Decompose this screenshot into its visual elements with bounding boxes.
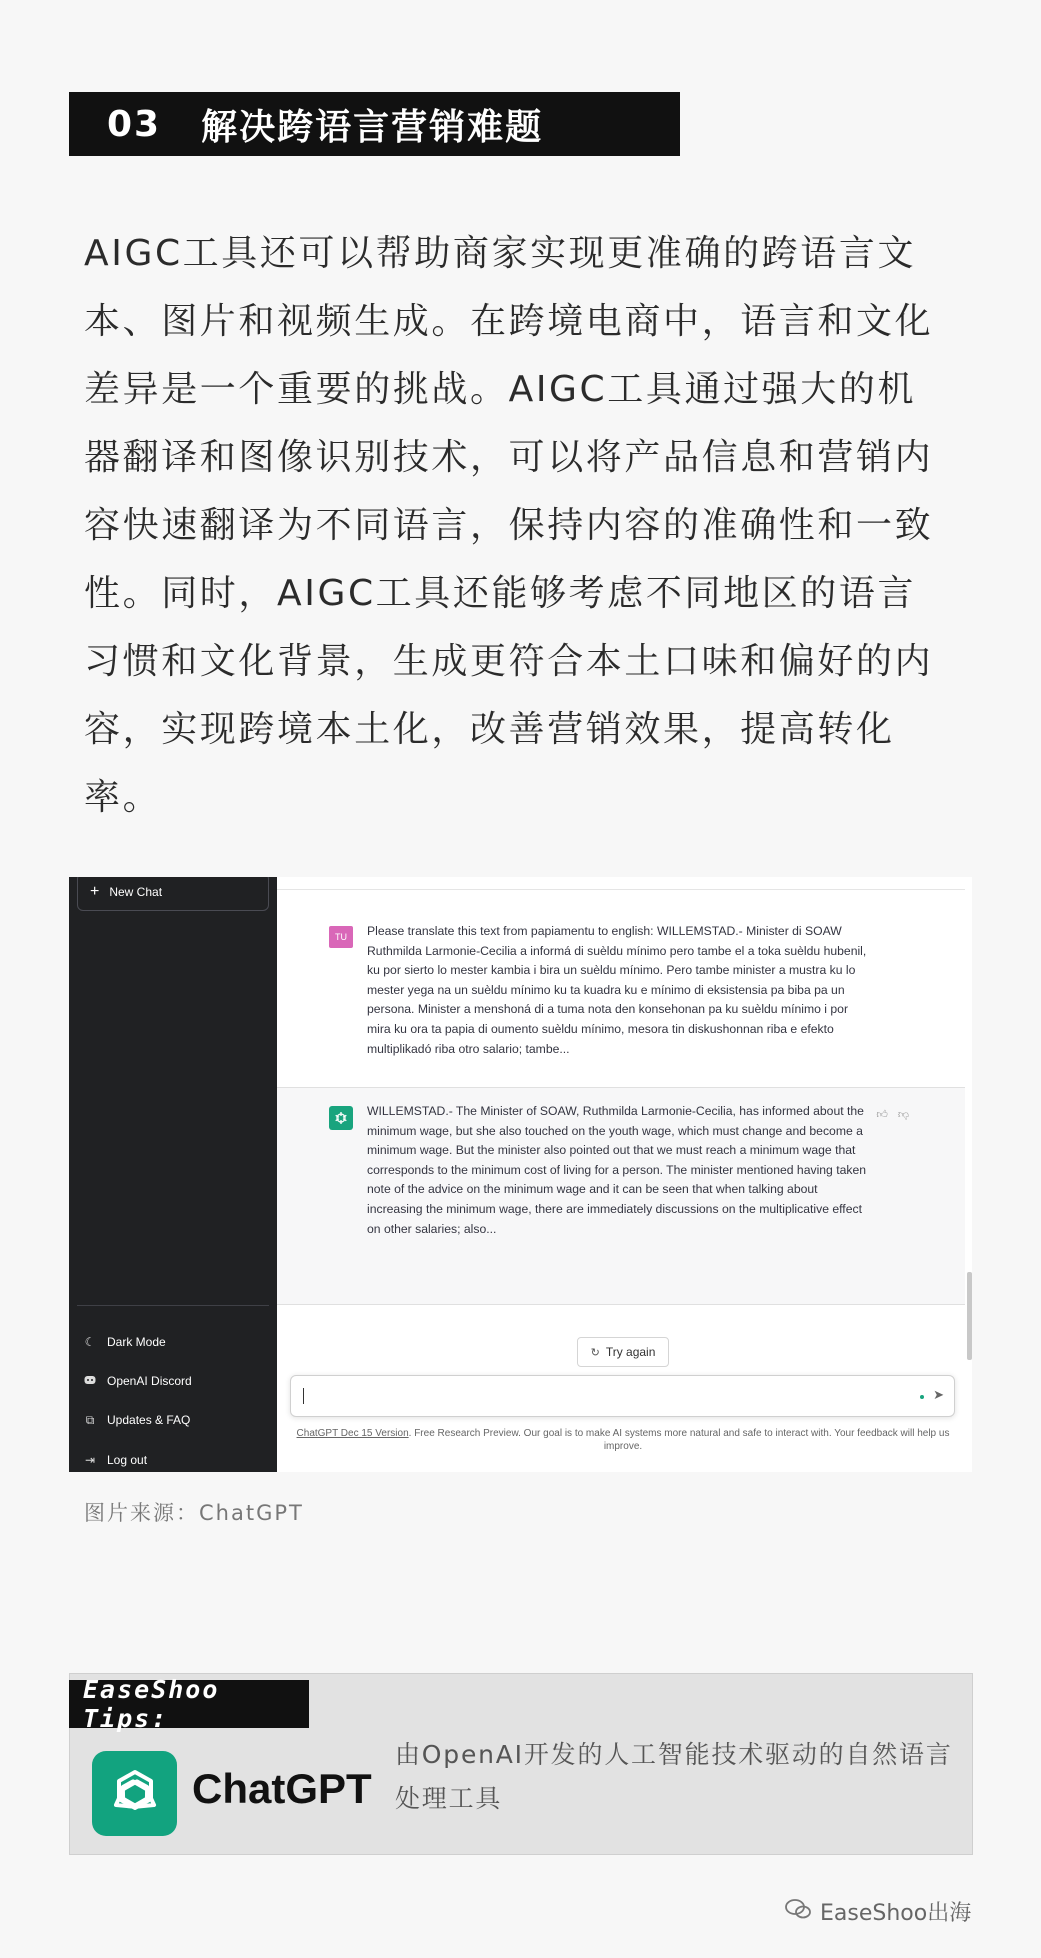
tips-tag-label: EaseShoo Tips: (83, 1675, 220, 1733)
image-caption: 图片来源：ChatGPT (84, 1501, 304, 1525)
status-dot (920, 1395, 924, 1399)
discord-icon (79, 1374, 101, 1388)
watermark (784, 1896, 971, 1927)
section-title: 解决跨语言营销难题 (201, 106, 544, 148)
sidebar-item-updates-faq[interactable] (79, 1409, 269, 1431)
body-paragraph: AIGC工具还可以帮助商家实现更准确的跨语言文 本、图片和视频生成。在跨境电商中，语言和文化 差异是一个重要的挑战。AIGC工具通过强大的机 器翻译和图像识别技术，可以将产品信息和营销内 容快速翻译为不同语言，保持内容的准确性和一致 性。同时，AIGC工具还能够考虑不同地区的语言 习惯和文化背景，生成更符合本土口味和偏好的内 容，实现跨境本土化，改善营销效果，提高转化率。 (84, 233, 934, 818)
moon-icon: ☾ (84, 1335, 96, 1349)
sidebar-item-label: OpenAI Discord (107, 1374, 192, 1388)
sidebar-divider (77, 1305, 269, 1306)
user-message (277, 889, 965, 1056)
chatgpt-screenshot (69, 877, 972, 1472)
sidebar-item-label: Dark Mode (107, 1335, 166, 1349)
openai-logo-icon (329, 1106, 353, 1130)
wechat-icon (784, 1898, 812, 1926)
chatgpt-logo-icon (92, 1751, 177, 1836)
sidebar-item-label: Updates & FAQ (107, 1413, 191, 1427)
section-header (69, 92, 680, 156)
sidebar-item-label: Log out (107, 1453, 148, 1467)
user-message-text: Please translate this text from papiamentu to english: WILLEMSTAD.- Minister di SOAW Ruthmilda Larmonie-Cecilia a informá di suèldu mínimo pero tambe el a toka suèldu hubenil, ku por sierto lo mester kambia i bira un suèldu mínimo. Pero tambe minister a mustra ku lo mester yega na un suèldu mínimo ku ta kuadra ku e mínimo di eksistensia pa biba pa un persona. Minister a menshoná di a tuma nota den konsehonan pa ku suèldu mínimo i por mira ku ora ta papia di oumento suèldu mínimo, mesora tin diskushonnan riba e efekto multiplikadó riba otro salario; tambe... (367, 924, 867, 1056)
new-chat-button[interactable] (77, 877, 269, 911)
version-link[interactable]: ChatGPT Dec 15 Version (296, 1428, 409, 1439)
plus-icon: + (90, 883, 100, 900)
tips-description: 由OpenAI开发的人工智能技术驱动的自然语言处理工具 (395, 1740, 953, 1813)
sidebar-item-dark-mode[interactable] (79, 1331, 269, 1353)
try-again-label: Try again (605, 1345, 656, 1359)
footnote (293, 1427, 953, 1453)
new-chat-label: New Chat (109, 885, 163, 899)
thumbs-up-icon[interactable]: 👍︎ (876, 1109, 888, 1121)
chatgpt-logo-text: ChatGPT (192, 1765, 372, 1812)
tips-tag (69, 1675, 309, 1733)
text-cursor (303, 1388, 304, 1404)
try-again-button[interactable] (577, 1337, 669, 1367)
watermark-text: EaseShoo出海 (820, 1901, 972, 1926)
assistant-message (277, 1087, 965, 1305)
chat-area (277, 877, 972, 1472)
sidebar (69, 877, 277, 1472)
sidebar-item-log-out[interactable] (79, 1449, 269, 1471)
sidebar-item-openai-discord[interactable] (79, 1370, 269, 1392)
refresh-icon: ↻ (590, 1346, 600, 1359)
assistant-message-text: WILLEMSTAD.- The Minister of SOAW, Ruthmilda Larmonie-Cecilia, has informed about the minimum wage, but she also touched on the youth wage, which must change and become a minimum wage. But the minister also pointed out that we must reach a minimum wage that corresponds to the minimum cost of living for a person. The minister mentioned having taken note of the advice on the minimum wage and it can be seen that when talking about increasing the minimum wage, there are immediately discussions on the multiplicative effect on other salaries; also... (367, 1104, 867, 1236)
prompt-input[interactable] (290, 1375, 955, 1417)
section-number: 03 (107, 103, 162, 145)
thumbs-down-icon[interactable]: 👎︎ (897, 1109, 909, 1121)
send-icon[interactable]: ➤ (933, 1387, 944, 1402)
user-avatar: TU (329, 926, 353, 948)
logout-icon: ⇥ (84, 1453, 96, 1467)
feedback-buttons (876, 1108, 909, 1121)
scrollbar[interactable] (967, 1272, 972, 1360)
external-link-icon: ⧉ (85, 1412, 95, 1427)
footnote-text: . Free Research Preview. Our goal is to make AI systems more natural and safe to interact with. Your feedback will help us improve. (408, 1428, 950, 1452)
